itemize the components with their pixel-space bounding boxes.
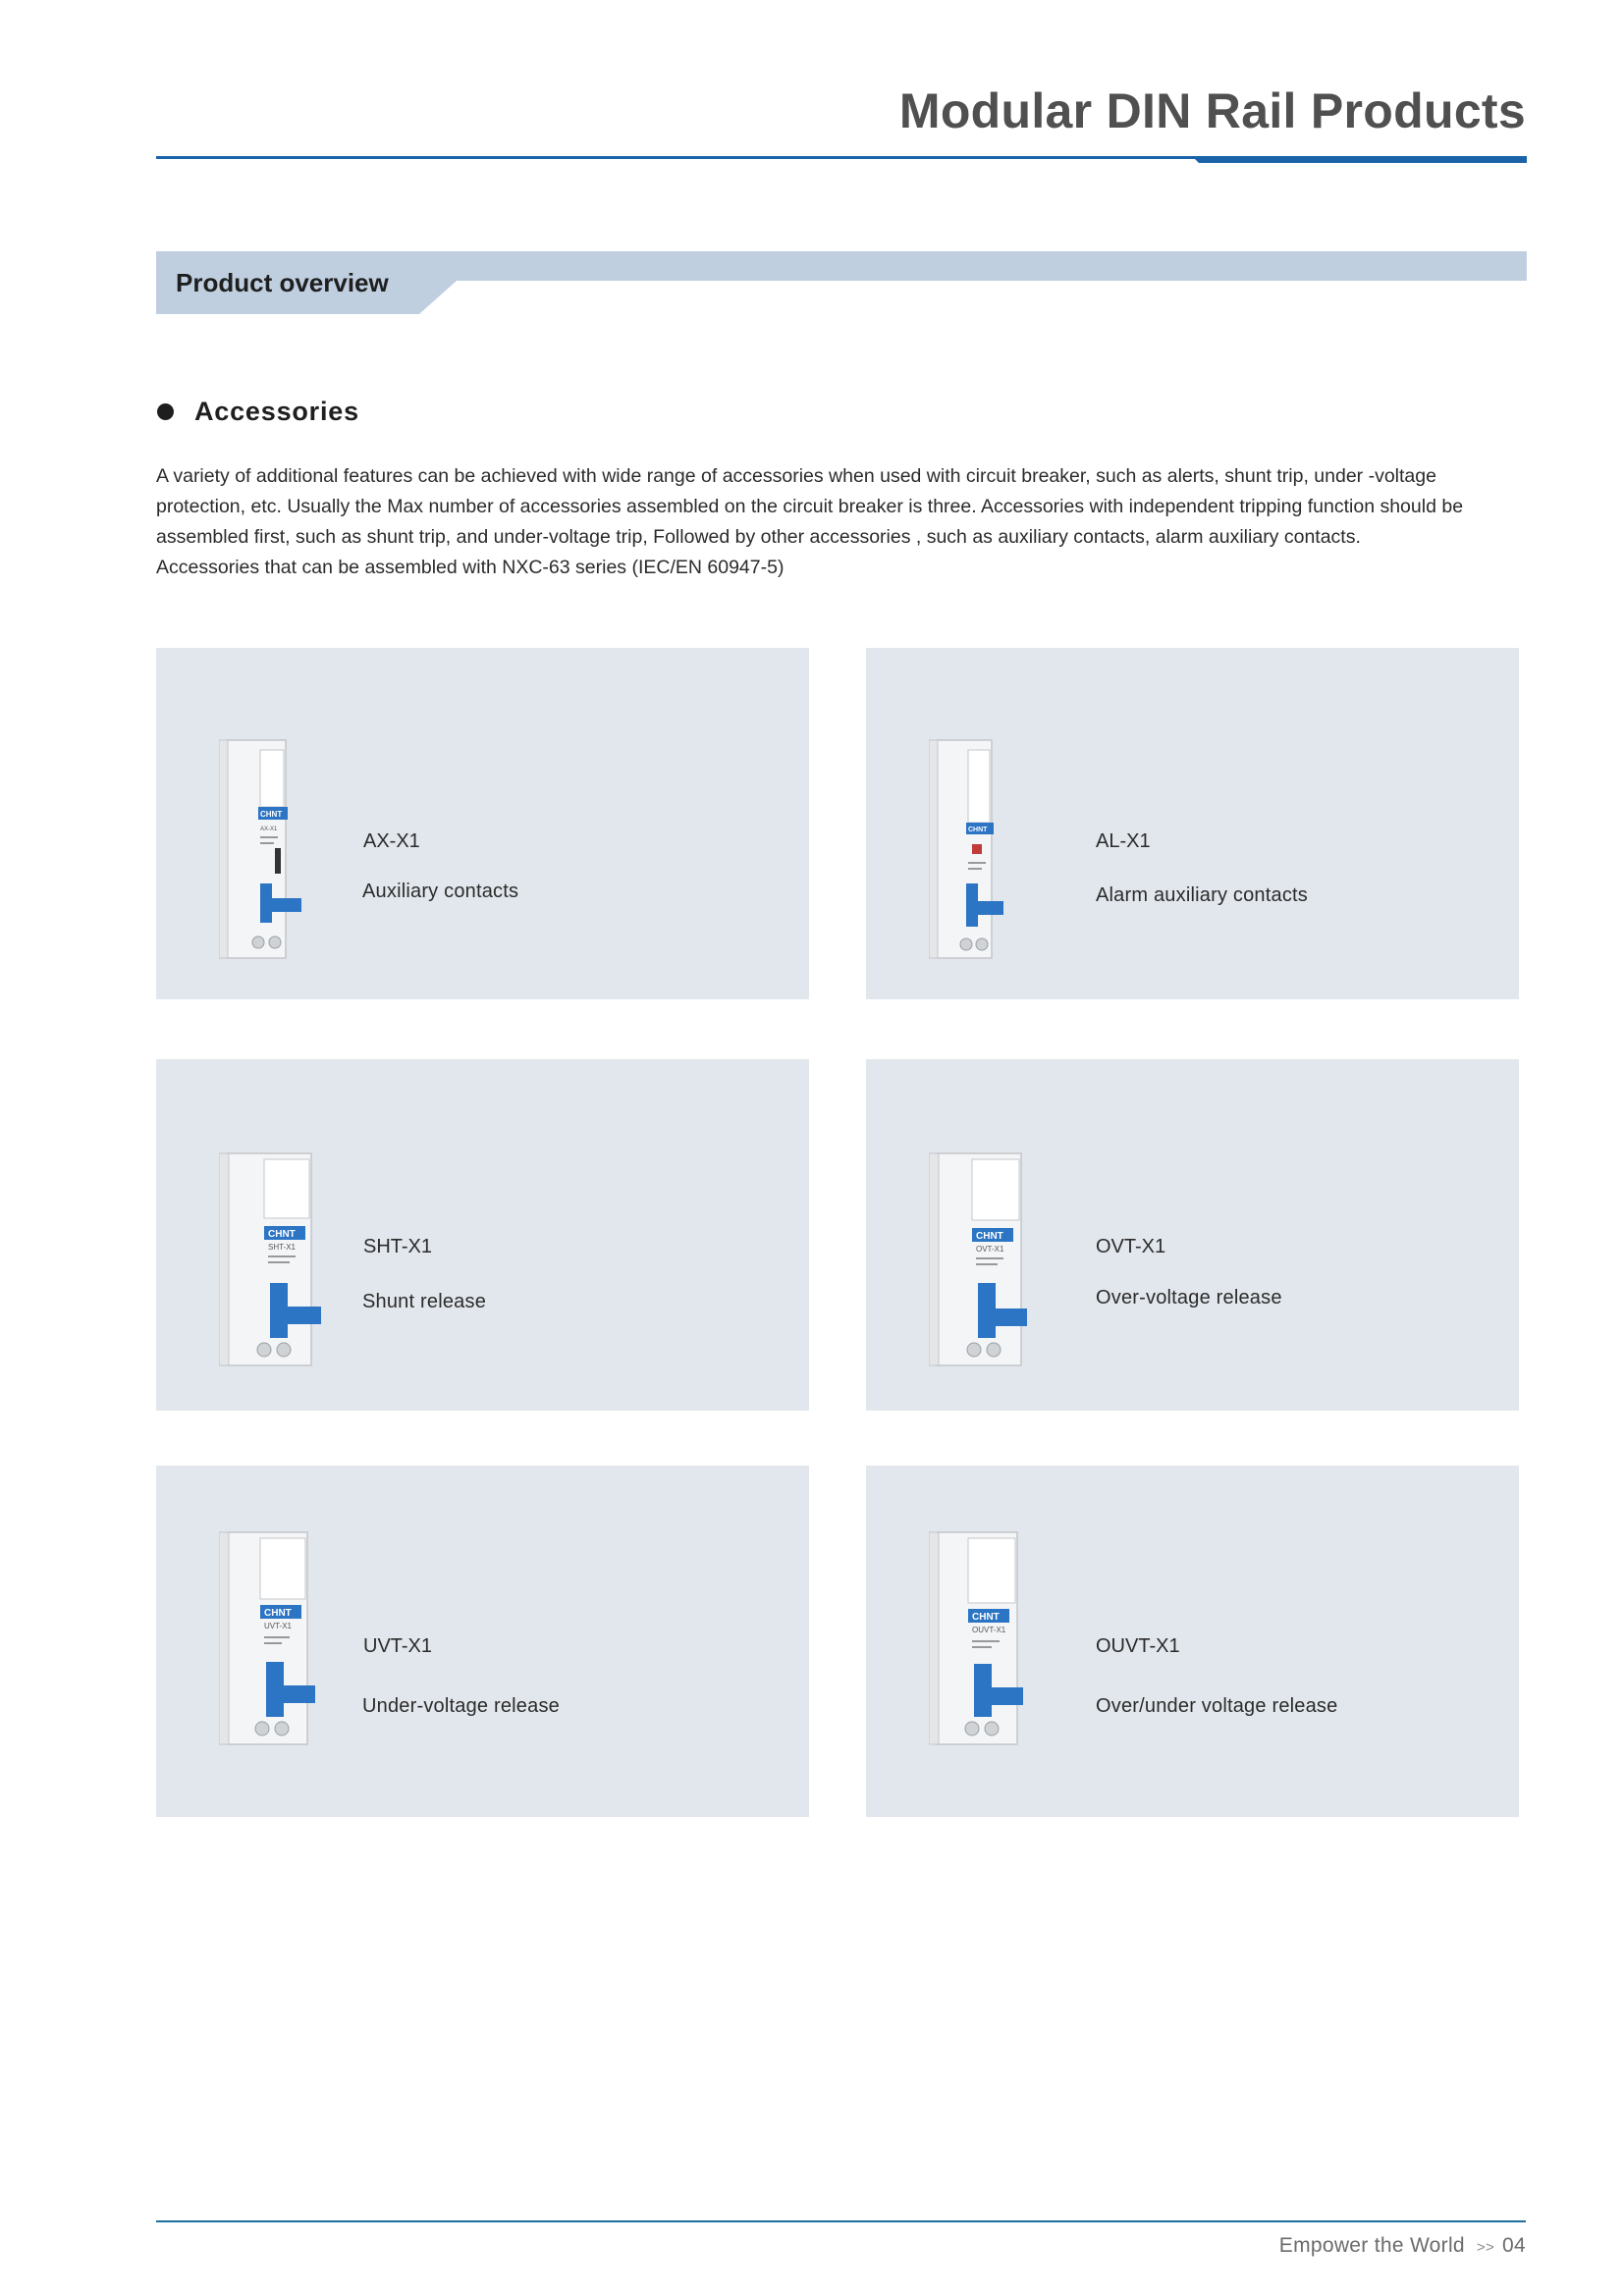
- accessories-heading: [157, 397, 359, 427]
- device-model: SHT-X1: [268, 1243, 297, 1252]
- card-al-x1: [866, 648, 1519, 999]
- footer-slogan: Empower the World: [1278, 2234, 1465, 2257]
- device-model: UVT-X1: [264, 1622, 293, 1630]
- device-model: OVT-X1: [976, 1245, 1004, 1254]
- under-voltage-release-module-icon: [219, 1528, 347, 1750]
- accessories-heading-text: Accessories: [194, 397, 359, 426]
- product-name: Shunt release: [362, 1291, 487, 1312]
- product-name: Alarm auxiliary contacts: [1096, 884, 1308, 906]
- card-uvt-x1: [156, 1466, 809, 1817]
- page-title: Modular DIN Rail Products: [898, 83, 1526, 138]
- product-code: AL-X1: [1096, 830, 1151, 852]
- device-brand: CHNT: [268, 1229, 296, 1240]
- device-model: AX-X1: [260, 827, 278, 832]
- product-code: SHT-X1: [363, 1236, 433, 1257]
- alarm-contact-module-icon: [929, 736, 1037, 962]
- product-code: UVT-X1: [363, 1635, 433, 1657]
- product-name: Under-voltage release: [362, 1695, 560, 1717]
- shunt-release-module-icon: [219, 1149, 347, 1371]
- product-code: AX-X1: [363, 830, 420, 852]
- intro-paragraph: A variety of additional features can be achieved with wide range of accessories when used with circuit breaker, such as alerts, shunt trip, under -voltage protection, etc. Usually the Max number of accessories assembled on the circuit breaker is three. Accessories with independent tripping function should be assembled first, such as shunt trip, and under-voltage trip, Followed by other accessories , such as auxiliary contacts, alarm auxiliary contacts.: [156, 465, 1464, 548]
- device-brand: CHNT: [264, 1608, 292, 1619]
- device-brand: CHNT: [260, 810, 283, 819]
- product-code: OVT-X1: [1096, 1236, 1166, 1257]
- intro-note: Accessories that can be assembled with NXC-63 series (IEC/EN 60947-5): [156, 557, 785, 578]
- product-name: Over-voltage release: [1096, 1287, 1282, 1308]
- device-brand: CHNT: [972, 1612, 1000, 1623]
- over-under-voltage-release-module-icon: [929, 1528, 1056, 1750]
- device-brand: CHNT: [976, 1231, 1003, 1242]
- auxiliary-contact-module-icon: [219, 736, 327, 962]
- product-code: OUVT-X1: [1096, 1635, 1180, 1657]
- card-ax-x1: [156, 648, 809, 999]
- product-name: Auxiliary contacts: [362, 881, 519, 902]
- page-number: 04: [1502, 2234, 1526, 2257]
- intro-text: [156, 461, 1482, 583]
- card-sht-x1: [156, 1059, 809, 1411]
- footer-separator: >>: [1476, 2239, 1495, 2256]
- footer-rule: [156, 2220, 1526, 2222]
- device-brand: CHNT: [968, 827, 988, 833]
- card-ovt-x1: [866, 1059, 1519, 1411]
- bullet-icon: [157, 403, 174, 420]
- footer: [1279, 2234, 1526, 2258]
- device-model: OUVT-X1: [972, 1626, 1006, 1634]
- product-name: Over/under voltage release: [1096, 1695, 1338, 1717]
- section-label: Product overview: [176, 268, 389, 297]
- over-voltage-release-module-icon: [929, 1149, 1056, 1371]
- card-ouvt-x1: [866, 1466, 1519, 1817]
- title-underline: [156, 154, 1527, 164]
